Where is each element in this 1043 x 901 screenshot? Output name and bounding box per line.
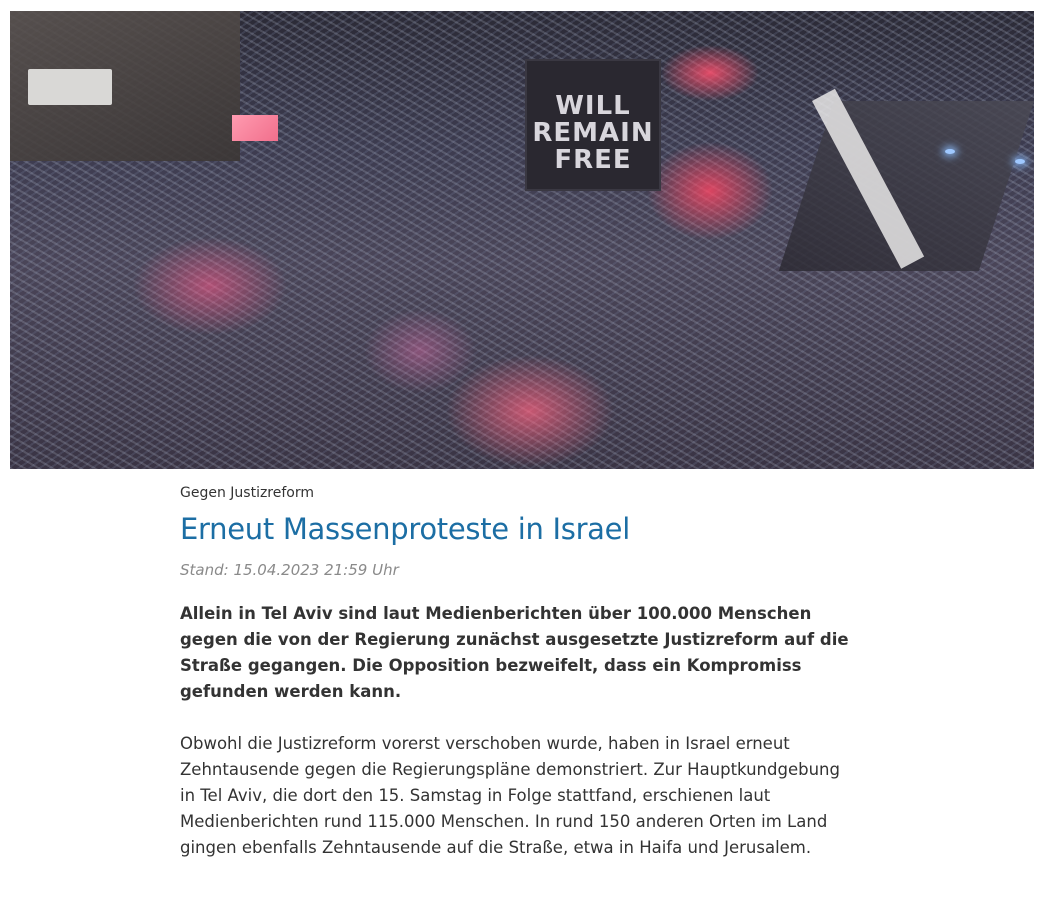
hero-image[interactable] [10,11,1034,469]
article-teaser: Allein in Tel Aviv sind laut Medienberichten über 100.000 Menschen gegen die von der Regierung zunächst ausgesetzte Justizreform auf die Straße gegangen. Die Opposition bezweifelt, dass ein Kompromiss gefunden werden kann. [180,604,849,701]
protest-banner-text [527,93,659,174]
truck [28,69,112,105]
street-light [1015,159,1025,164]
street-light [945,149,955,154]
protest-banner [525,59,661,191]
article [180,481,860,861]
article-body-paragraph: Obwohl die Justizreform vorerst verschoben wurde, haben in Israel erneut Zehntausende gegen die Regierungspläne demonstriert. Zur Hauptkundgebung in Tel Aviv, die dort den 15. Samstag in Folge stattfand, erschienen laut Medienberichten rund 115.000 Menschen. In rund 150 anderen Orten im Land gingen ebenfalls Zehntausende auf die Straße, etwa in Haifa und Jerusalem. [180,734,840,857]
stage-screen [232,115,278,141]
banner-line: WILL [555,91,631,121]
article-date: Stand: 15.04.2023 21:59 Uhr [180,561,399,579]
article-headline: Erneut Massenproteste in Israel [180,512,630,546]
banner-line: REMAIN [532,118,654,148]
article-topline: Gegen Justizreform [180,485,315,501]
banner-line: FREE [554,145,632,175]
